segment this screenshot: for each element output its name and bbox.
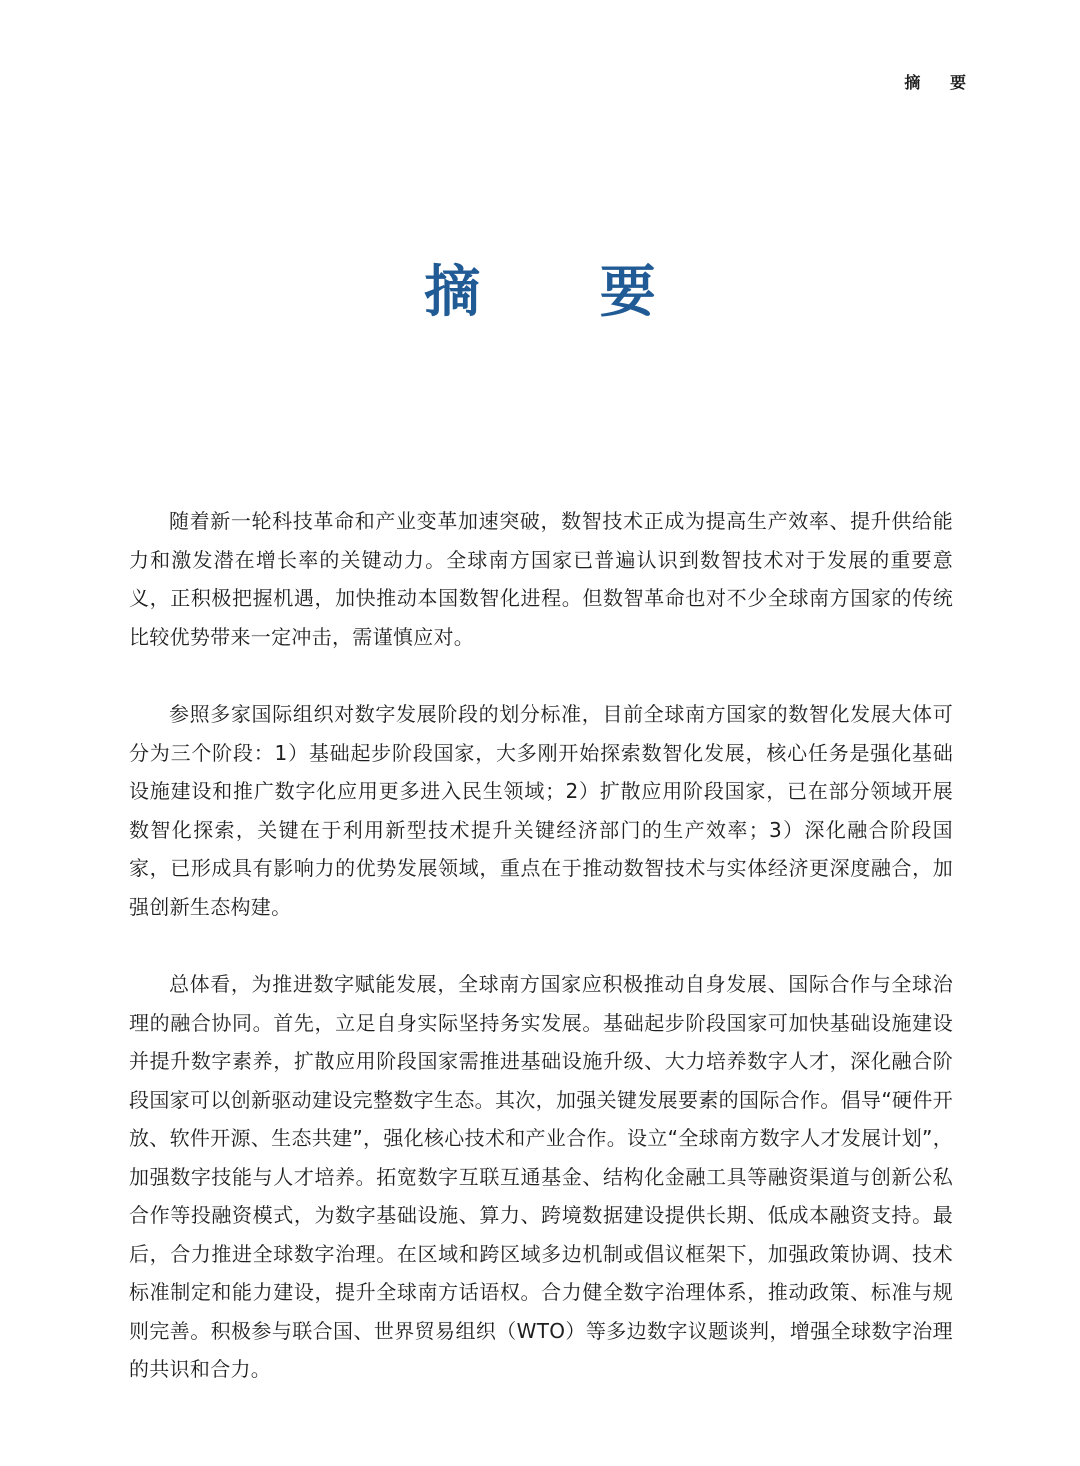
running-header: 摘 要 xyxy=(904,73,978,92)
paragraph-3: 总体看，为推进数字赋能发展，全球南方国家应积极推动自身发展、国际合作与全球治理的融合协同。首先，立足自身实际坚持务实发展。基础起步阶段国家可加快基础设施建设并提升数字素养，扩散应用阶段国家需推进基础设施升级、大力培养数字人才，深化融合阶段国家可以创新驱动建设完整数字生态。其次，加强关键发展要素的国际合作。倡导“硬件开放、软件开源、生态共建”，强化核心技术和产业合作。设立“全球南方数字人才发展计划”，加强数字技能与人才培养。拓宽数字互联互通基金、结构化金融工具等融资渠道与创新公私合作等投融资模式，为数字基础设施、算力、跨境数据建设提供长期、低成本融资支持。最后，合力推进全球数字治理。在区域和跨区域多边机制或倡议框架下，加强政策协调、技术标准制定和能力建设，提升全球南方话语权。合力健全数字治理体系，推动政策、标准与规则完善。积极参与联合国、世界贸易组织（WTO）等多边数字议题谈判，增强全球数字治理的共识和合力。 xyxy=(129,972,953,1381)
page-title: 摘 要 xyxy=(424,260,706,325)
paragraph-1: 随着新一轮科技革命和产业变革加速突破，数智技术正成为提高生产效率、提升供给能力和激发潜在增长率的关键动力。全球南方国家已普遍认识到数智技术对于发展的重要意义，正积极把握机遇，加快推动本国数智化进程。但数智革命也对不少全球南方国家的传统比较优势带来一定冲击，需谨慎应对。 xyxy=(129,509,953,649)
paragraph-2: 参照多家国际组织对数字发展阶段的划分标准，目前全球南方国家的数智化发展大体可分为三个阶段：1）基础起步阶段国家，大多刚开始探索数智化发展，核心任务是强化基础设施建设和推广数字化应用更多进入民生领域；2）扩散应用阶段国家，已在部分领域开展数智化探索，关键在于利用新型技术提升关键经济部门的生产效率；3）深化融合阶段国家，已形成具有影响力的优势发展领域，重点在于推动数智技术与实体经济更深度融合，加强创新生态构建。 xyxy=(129,702,953,919)
abstract-body xyxy=(129,502,953,1428)
